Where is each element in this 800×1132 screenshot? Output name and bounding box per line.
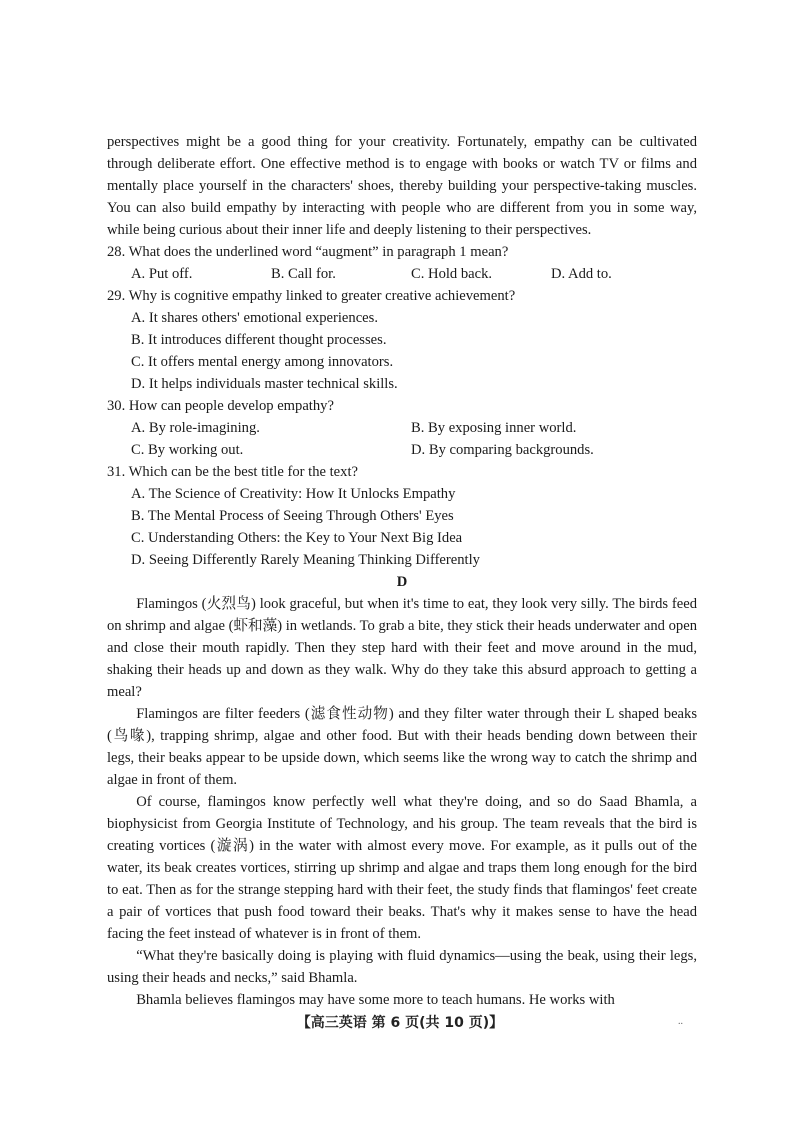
- passage-d-paragraph-2: Flamingos are filter feeders (滤食性动物) and they filter water through their L shaped beaks (鸟喙), trapping shrimp, algae and other food. But with their heads bending down between their legs, their beaks appear to be upside down, which seems like the wrong way to catch the shrimp and algae in front of them.: [107, 706, 697, 788]
- question-29: [107, 285, 697, 395]
- option-c: C. Hold back.: [411, 266, 493, 282]
- passage-d-paragraph-1: Flamingos (火烈鸟) look graceful, but when it's time to eat, they look very silly. The birds feed on shrimp and algae (虾和藻) in wetlands. To grab a bite, they stick their heads underwater and open and close their mouth rapidly. Then they step hard with their feet and move around in the mud, shaking their heads up and down as they walk. Why do they take this absurd approach to getting a meal?: [107, 596, 697, 700]
- question-stem: 31. Which can be the best title for the text?: [107, 464, 358, 480]
- question-31: [107, 461, 697, 571]
- question-stem: 28. What does the underlined word “augment” in paragraph 1 mean?: [107, 244, 509, 260]
- options-row-1: [131, 417, 697, 439]
- passage-d-paragraph-4: “What they're basically doing is playing with fluid dynamics—using the beak, using their legs, using their heads and necks,” said Bhamla.: [107, 948, 697, 986]
- section-heading: D: [396, 574, 408, 590]
- question-stem: 30. How can people develop empathy?: [107, 398, 334, 414]
- option-a: A. The Science of Creativity: How It Unlocks Empathy: [131, 486, 456, 502]
- option-d: D. Add to.: [551, 266, 612, 282]
- passage-d-paragraph-3: Of course, flamingos know perfectly well what they're doing, and so do Saad Bhamla, a biophysicist from Georgia Institute of Technology, and his group. The team reveals that the bird is creating vortices (漩涡) in the water with almost every move. For example, as it pulls out of the water, its beak creates vortices, stirring up shrimp and algae and traps them long enough for the bird to eat. Then as for the strange stepping hard with their feet, the study finds that flamingos' feet create a pair of vortices that push food toward their beaks. That's why it makes sense to have the head facing the feet instead of whatever is in front of them.: [107, 794, 697, 942]
- option-d: D. By comparing backgrounds.: [411, 442, 594, 458]
- option-a: A. Put off.: [131, 266, 193, 282]
- option-c: C. By working out.: [131, 442, 244, 458]
- exam-page: [107, 131, 697, 1011]
- option-c: C. It offers mental energy among innovators.: [131, 354, 394, 370]
- option-c: C. Understanding Others: the Key to Your Next Big Idea: [131, 530, 463, 546]
- option-b: B. Call for.: [271, 266, 336, 282]
- option-b: B. By exposing inner world.: [411, 420, 577, 436]
- passage-d-paragraph-5: Bhamla believes flamingos may have some more to teach humans. He works with: [136, 992, 615, 1008]
- option-a: A. It shares others' emotional experiences.: [131, 310, 378, 326]
- option-d: D. Seeing Differently Rarely Meaning Thinking Differently: [131, 552, 480, 568]
- option-b: B. The Mental Process of Seeing Through Others' Eyes: [131, 508, 454, 524]
- passage-c-ending: perspectives might be a good thing for your creativity. Fortunately, empathy can be cultivated through deliberate effort. One effective method is to engage with books or watch TV or films and mentally place yourself in the characters' shoes, thereby building your perspective-taking muscles. You can also build empathy by interacting with people who are different from you in some way, while being curious about their inner life and deeply listening to their perspectives.: [107, 134, 697, 238]
- page-footer: 【高三英语 第 6 页(共 10 页)】: [296, 1015, 504, 1031]
- footer-mark: ..: [678, 1016, 683, 1027]
- question-stem: 29. Why is cognitive empathy linked to greater creative achievement?: [107, 288, 516, 304]
- options: [131, 263, 697, 285]
- option-d: D. It helps individuals master technical skills.: [131, 376, 398, 392]
- options-row-2: [131, 439, 697, 461]
- option-b: B. It introduces different thought processes.: [131, 332, 387, 348]
- option-a: A. By role-imagining.: [131, 420, 260, 436]
- question-30: [107, 395, 697, 461]
- question-28: [107, 241, 697, 285]
